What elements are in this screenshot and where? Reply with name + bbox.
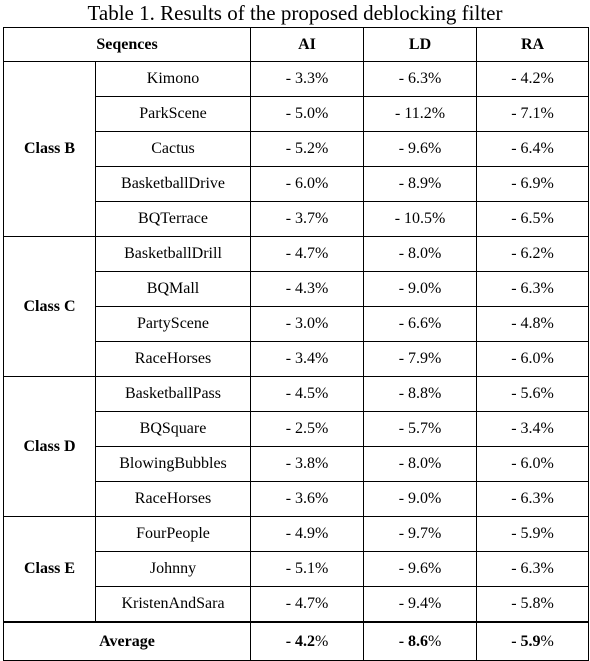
ld-value: - 9.6%: [364, 132, 477, 167]
sequence-name: KristenAndSara: [96, 587, 251, 623]
average-ra-unit: %: [540, 632, 554, 650]
ld-value: - 9.0%: [364, 482, 477, 517]
table-caption: Table 1. Results of the proposed deblocking filter: [87, 1, 503, 25]
ra-value: - 6.3%: [477, 482, 589, 517]
ra-value: - 6.9%: [477, 167, 589, 202]
ld-value: - 9.0%: [364, 272, 477, 307]
ld-value: - 11.2%: [364, 97, 477, 132]
header-ra: RA: [477, 28, 589, 62]
ai-value: - 5.2%: [251, 132, 364, 167]
average-row: [4, 622, 589, 661]
ra-value: - 5.6%: [477, 377, 589, 412]
table-body: [4, 62, 589, 623]
ld-value: - 9.6%: [364, 552, 477, 587]
header-ai: AI: [251, 28, 364, 62]
table-row: [4, 237, 589, 272]
class-label: Class E: [4, 517, 96, 623]
ai-value: - 6.0%: [251, 167, 364, 202]
ai-value: - 4.5%: [251, 377, 364, 412]
table-row: [4, 377, 589, 412]
sequence-name: RaceHorses: [96, 482, 251, 517]
ra-value: - 7.1%: [477, 97, 589, 132]
average-ra: [477, 622, 589, 661]
average-ld-unit: %: [428, 632, 442, 650]
ld-value: - 8.0%: [364, 237, 477, 272]
ra-value: - 3.4%: [477, 412, 589, 447]
ld-value: - 8.8%: [364, 377, 477, 412]
ai-value: - 5.0%: [251, 97, 364, 132]
header-sequences: Seqences: [4, 28, 251, 62]
ai-value: - 4.9%: [251, 517, 364, 552]
ai-value: - 3.7%: [251, 202, 364, 237]
ai-value: - 3.0%: [251, 307, 364, 342]
ai-value: - 5.1%: [251, 552, 364, 587]
average-label: Average: [4, 622, 251, 661]
ld-value: - 9.4%: [364, 587, 477, 623]
average-ai: [251, 622, 364, 661]
ai-value: - 3.8%: [251, 447, 364, 482]
sequence-name: BlowingBubbles: [96, 447, 251, 482]
average-ld: [364, 622, 477, 661]
average-ai-unit: %: [315, 632, 329, 650]
sequence-name: BQSquare: [96, 412, 251, 447]
ra-value: - 5.8%: [477, 587, 589, 623]
header-row: [4, 28, 589, 62]
ld-value: - 8.0%: [364, 447, 477, 482]
ra-value: - 6.3%: [477, 272, 589, 307]
ld-value: - 5.7%: [364, 412, 477, 447]
ai-value: - 4.7%: [251, 587, 364, 623]
sequence-name: Cactus: [96, 132, 251, 167]
ld-value: - 9.7%: [364, 517, 477, 552]
ld-value: - 7.9%: [364, 342, 477, 377]
sequence-name: FourPeople: [96, 517, 251, 552]
ra-value: - 5.9%: [477, 517, 589, 552]
ra-value: - 4.8%: [477, 307, 589, 342]
ai-value: - 4.7%: [251, 237, 364, 272]
ra-value: - 6.0%: [477, 447, 589, 482]
ra-value: - 6.0%: [477, 342, 589, 377]
ra-value: - 6.3%: [477, 552, 589, 587]
class-label: Class D: [4, 377, 96, 517]
sequence-name: Johnny: [96, 552, 251, 587]
average-ld-value: - 8.6: [398, 632, 429, 650]
ai-value: - 3.3%: [251, 62, 364, 97]
ai-value: - 4.3%: [251, 272, 364, 307]
results-table: [3, 27, 589, 661]
header-ld: LD: [364, 28, 477, 62]
sequence-name: ParkScene: [96, 97, 251, 132]
ra-value: - 6.2%: [477, 237, 589, 272]
sequence-name: BasketballDrive: [96, 167, 251, 202]
sequence-name: BQTerrace: [96, 202, 251, 237]
sequence-name: BasketballPass: [96, 377, 251, 412]
average-ra-value: - 5.9: [511, 632, 541, 650]
class-label: Class B: [4, 62, 96, 237]
sequence-name: PartyScene: [96, 307, 251, 342]
average-ai-value: - 4.2: [285, 632, 316, 650]
ld-value: - 6.6%: [364, 307, 477, 342]
ld-value: - 6.3%: [364, 62, 477, 97]
ai-value: - 3.6%: [251, 482, 364, 517]
class-label: Class C: [4, 237, 96, 377]
ra-value: - 6.5%: [477, 202, 589, 237]
ra-value: - 6.4%: [477, 132, 589, 167]
table-row: [4, 62, 589, 97]
sequence-name: RaceHorses: [96, 342, 251, 377]
ai-value: - 2.5%: [251, 412, 364, 447]
ld-value: - 10.5%: [364, 202, 477, 237]
sequence-name: BQMall: [96, 272, 251, 307]
sequence-name: Kimono: [96, 62, 251, 97]
ai-value: - 3.4%: [251, 342, 364, 377]
sequence-name: BasketballDrill: [96, 237, 251, 272]
ld-value: - 8.9%: [364, 167, 477, 202]
ra-value: - 4.2%: [477, 62, 589, 97]
table-row: [4, 517, 589, 552]
